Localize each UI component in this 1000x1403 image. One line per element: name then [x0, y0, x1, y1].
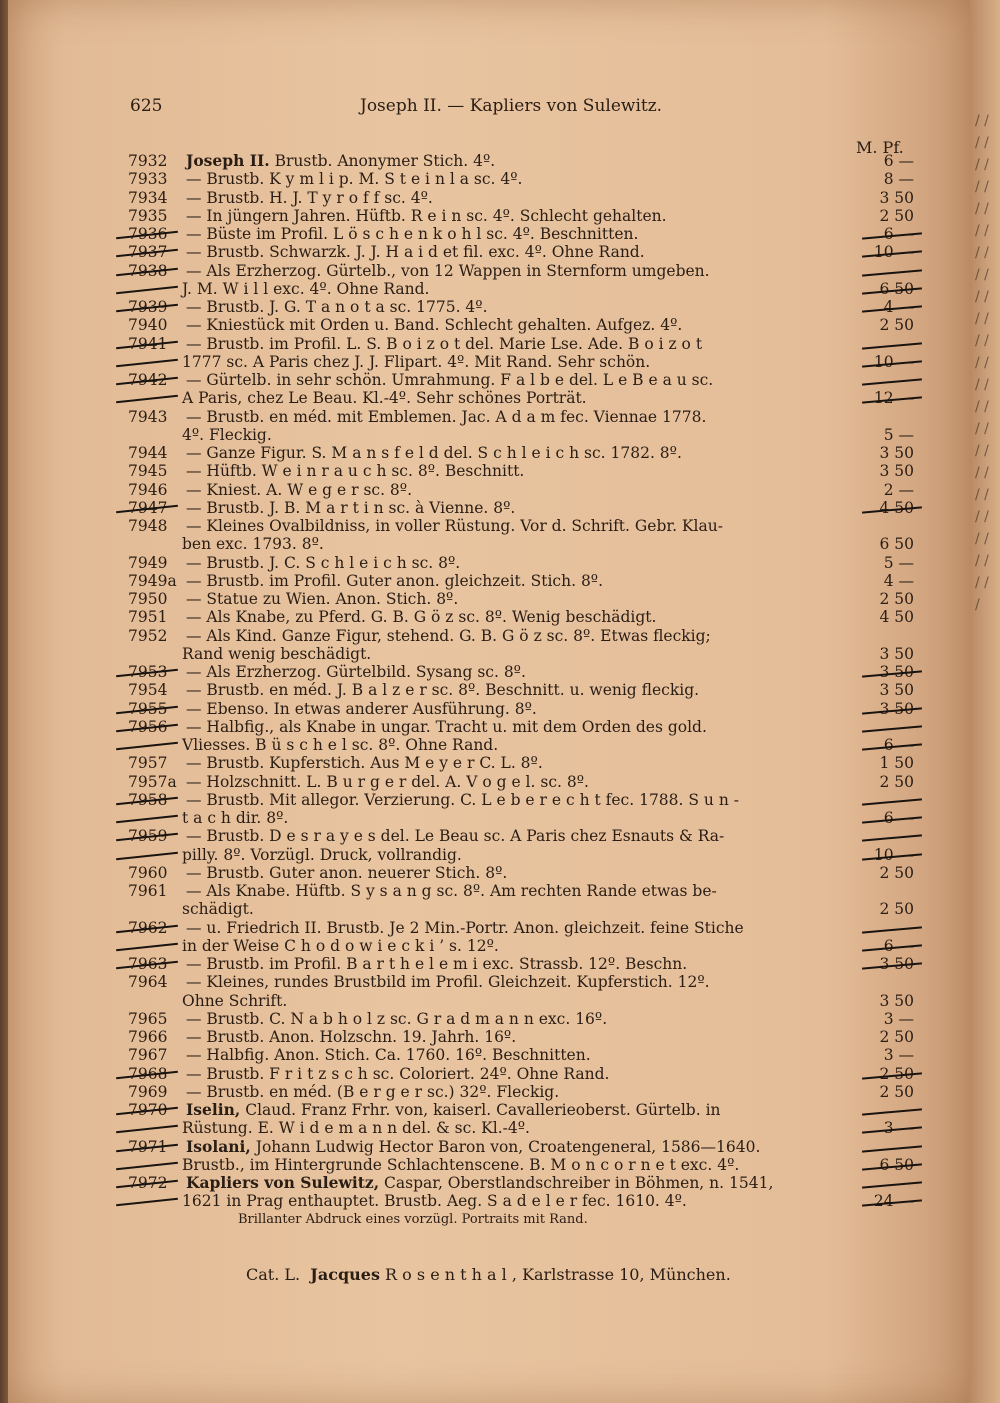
catalog-entry [128, 1138, 918, 1156]
catalog-entry [128, 681, 918, 699]
entry-description: — Kniest. A. W e g e r sc. 8º. [186, 480, 413, 499]
entry-description: — Kleines Ovalbildniss, in voller Rüstung. Vor d. Schrift. Gebr. Klau- [186, 517, 723, 535]
entry-price: 8 — [883, 170, 914, 189]
entry-description: — u. Friedrich II. Brustb. Je 2 Min.-Portr. Anon. gleichzeit. feine Stiche [186, 918, 744, 937]
catalog-entry [128, 481, 918, 499]
entry-price: 2 50 [879, 316, 914, 335]
footer-firm: Jacques [310, 1265, 380, 1284]
entry-description: — Brustb. Schwarzk. J. J. H a i d et fil. exc. 4º. Ohne Rand. [186, 243, 645, 262]
entry-description: — Als Knabe. Hüftb. S y s a n g sc. 8º. Am rechten Rande etwas be- [186, 882, 717, 900]
catalog-entry [128, 973, 918, 991]
entry-description: — Als Erzherzog. Gürtelb., von 12 Wappen in Sternform umgeben. [186, 261, 710, 280]
entry-description: — Brustb. J. B. M a r t i n sc. à Vienne. 8º. [186, 498, 516, 517]
entry-number: 7964 [128, 973, 168, 992]
catalog-entry [128, 1065, 918, 1083]
entry-description: Ohne Schrift. [182, 991, 288, 1010]
page-footer [246, 1265, 731, 1284]
entry-description: — Statue zu Wien. Anon. Stich. 8º. [186, 590, 459, 608]
entry-description: — Hüftb. W e i n r a u c h sc. 8º. Beschnitt. [186, 462, 525, 481]
entry-description: ben exc. 1793. 8º. [182, 535, 324, 554]
catalog-entry [128, 389, 918, 407]
footer-address: Karlstrasse 10, München. [522, 1265, 731, 1284]
catalog-entry [128, 1101, 918, 1119]
entry-price: 3 50 [858, 700, 914, 718]
entry-description: — Büste im Profil. L ö s c h e n k o h l sc. 4º. Beschnitten. [186, 225, 639, 243]
catalog-entry [128, 754, 918, 772]
entry-description: — Brustb. en méd. J. B a l z e r sc. 8º. Beschnitt. u. wenig fleckig. [186, 681, 700, 700]
catalog-entry [128, 298, 918, 316]
entry-description: — Kniestück mit Orden u. Band. Schlecht gehalten. Aufgez. 4º. [186, 316, 683, 335]
catalog-entry [128, 882, 918, 900]
catalog-entry [128, 900, 918, 918]
entry-number: 7935 [128, 206, 168, 225]
entry-description: 4º. Fleckig. [182, 425, 272, 444]
catalog-entry [128, 846, 918, 864]
entry-number: 7959 [128, 827, 180, 845]
catalog-entry [128, 590, 918, 608]
entry-description: — Brustb. Anon. Holzschn. 19. Jahrh. 16º. [186, 1028, 517, 1046]
catalog-entry [128, 937, 918, 955]
catalog-entry [128, 645, 918, 663]
entry-number: 7960 [128, 863, 168, 882]
entry-price: 3 50 [879, 681, 914, 700]
entry-price: 10 — [858, 846, 914, 864]
catalog-entry [128, 316, 918, 334]
entry-description: — Ebenso. In etwas anderer Ausführung. 8º. [186, 699, 537, 718]
entry-number: 7954 [128, 681, 168, 700]
entry-description: — Brustb. J. G. T a n o t a sc. 1775. 4º. [186, 298, 488, 316]
entry-description: Iselin, Claud. Franz Frhr. von, kaiserl. Cavallerieoberst. Gürtelb. in [186, 1100, 721, 1119]
catalog-entry [128, 736, 918, 754]
entry-price: 10 — [858, 243, 914, 261]
catalog-entries [128, 152, 918, 1229]
entry-price: 2 50 [879, 772, 914, 791]
price-column-header: M. Pf. [856, 138, 904, 157]
entry-price: 3 50 [879, 644, 914, 663]
catalog-entry [128, 225, 918, 243]
catalog-entry [128, 773, 918, 791]
entry-price: 2 50 [879, 590, 914, 608]
entry-number: 7946 [128, 480, 168, 499]
entry-number: 7944 [128, 444, 168, 462]
entry-description: — Brustb. K y m l i p. M. S t e i n l a sc. 4º. [186, 170, 523, 189]
catalog-entry [128, 791, 918, 809]
entry-number: 7962 [128, 919, 180, 937]
entry-description: — Brustb. C. N a b h o l z sc. G r a d m a n n exc. 16º. [186, 1009, 608, 1028]
entry-description: — Brustb. Guter anon. neuerer Stich. 8º. [186, 863, 508, 882]
entry-price: 6 — [858, 736, 914, 754]
entry-price: 1 50 [879, 754, 914, 773]
entry-description: Vliesses. B ü s c h e l sc. 8º. Ohne Rand. [182, 736, 499, 754]
footer-name: R o s e n t h a l , [385, 1265, 517, 1284]
entry-description: — Brustb. J. C. S c h l e i c h sc. 8º. [186, 553, 461, 572]
entry-number: 7939 [128, 298, 180, 316]
entry-description: Kapliers von Sulewitz, Caspar, Oberstlandschreiber in Böhmen, n. 1541, [186, 1173, 774, 1192]
entry-number: 7950 [128, 590, 168, 608]
entry-price: 6 — [858, 225, 914, 243]
entry-description: t a c h dir. 8º. [182, 809, 289, 827]
entry-description: — In jüngern Jahren. Hüftb. R e i n sc. 4º. Schlecht gehalten. [186, 206, 667, 225]
entry-description: 1621 in Prag enthauptet. Brustb. Aeg. S a d e l e r fec. 1610. 4º. [182, 1192, 687, 1211]
catalog-entry [128, 426, 918, 444]
catalog-entry [128, 262, 918, 280]
entry-description: — Brustb. Mit allegor. Verzierung. C. L e b e r e c h t fec. 1788. S u n - [186, 790, 739, 809]
catalog-entry [128, 827, 918, 845]
catalog-entry [128, 517, 918, 535]
entry-number: 7972 [128, 1174, 180, 1192]
catalog-entry [128, 992, 918, 1010]
entry-price: 2 50 [858, 1065, 914, 1083]
catalog-entry [128, 1010, 918, 1028]
entry-description: — Gürtelb. in sehr schön. Umrahmung. F a l b e del. L e B e a u sc. [186, 371, 714, 389]
entry-price: 6 50 [879, 535, 914, 554]
entry-price: 3 50 [879, 462, 914, 481]
entry-price: 2 50 [879, 863, 914, 882]
entry-description: A Paris, chez Le Beau. Kl.-4º. Sehr schönes Porträt. [182, 389, 587, 408]
entry-description: — Halbfig. Anon. Stich. Ca. 1760. 16º. Beschnitten. [186, 1046, 591, 1065]
entry-number: 7934 [128, 188, 168, 207]
entry-description: — Als Kind. Ganze Figur, stehend. G. B. G ö z sc. 8º. Etwas fleckig; [186, 626, 711, 645]
catalog-entry [128, 152, 918, 170]
entry-number: 7965 [128, 1009, 168, 1028]
entry-number: 7949 [128, 553, 168, 572]
entry-number: 7941 [128, 335, 180, 353]
entry-description: Brustb., im Hintergrunde Schlachtenscene. B. M o n c o r n e t exc. 4º. [182, 1155, 740, 1174]
catalog-entry [128, 535, 918, 553]
catalog-entry [128, 335, 918, 353]
entry-price: 3 50 [879, 188, 914, 207]
entry-description: — Brustb. im Profil. Guter anon. gleichzeit. Stich. 8º. [186, 571, 604, 590]
entry-number: 7957 [128, 754, 168, 773]
catalog-entry [128, 718, 918, 736]
catalog-entry [128, 608, 918, 626]
entry-description: pilly. 8º. Vorzügl. Druck, vollrandig. [182, 845, 462, 864]
entry-number: 7970 [128, 1101, 180, 1119]
entry-note: Brillanter Abdruck eines vorzügl. Portraits mit Rand. [238, 1211, 588, 1227]
catalog-entry [128, 189, 918, 207]
entry-description: — Halbfig., als Knabe in ungar. Tracht u. mit dem Orden des gold. [186, 717, 707, 736]
entry-number: 7969 [128, 1082, 168, 1101]
catalog-entry [128, 1028, 918, 1046]
entry-description: — Brustb. F r i t z s c h sc. Coloriert. 24º. Ohne Rand. [186, 1064, 610, 1083]
entry-number: 7953 [128, 663, 180, 681]
entry-price: 2 50 [879, 1028, 914, 1046]
entry-price: 6 50 [858, 1156, 914, 1174]
catalog-entry [128, 700, 918, 718]
entry-price: 3 50 [879, 991, 914, 1010]
footer-prefix: Cat. L. [246, 1265, 301, 1284]
entry-number: 7942 [128, 371, 180, 389]
entry-description: in der Weise C h o d o w i e c k i ’ s. 12º. [182, 936, 499, 955]
entry-number: 7957a [128, 772, 177, 791]
catalog-entry [128, 207, 918, 225]
entry-description: — Brustb. im Profil. B a r t h e l e m i exc. Strassb. 12º. Beschn. [186, 955, 688, 973]
entry-number: 7943 [128, 407, 168, 426]
entry-price: 3 — [883, 1009, 914, 1028]
entry-price: 4 — [883, 571, 914, 590]
catalog-entry [128, 1156, 918, 1174]
entry-number: 7940 [128, 316, 168, 335]
entry-description: — Brustb. H. J. T y r o f f sc. 4º. [186, 188, 433, 207]
catalog-entry [128, 572, 918, 590]
entry-description: Rüstung. E. W i d e m a n n del. & sc. Kl.-4º. [182, 1119, 530, 1138]
entry-price: 6 50 [858, 280, 914, 298]
page-header [130, 96, 830, 126]
handwritten-margin-marks: / / / / / / / / / / / / / / / / / / / / / / / / / / / / / / / / / / / / / / / / / / / / / [975, 113, 989, 613]
entry-number: 7949a [128, 571, 177, 590]
catalog-entry [128, 955, 918, 973]
entry-description: Rand wenig beschädigt. [182, 644, 372, 663]
catalog-entry [128, 627, 918, 645]
catalog-entry [128, 864, 918, 882]
entry-price: 3 50 [879, 444, 914, 462]
entry-price: 24 — [858, 1192, 914, 1210]
entry-description: Joseph II. Brustb. Anonymer Stich. 4º. [186, 151, 496, 170]
entry-number: 7956 [128, 718, 180, 736]
catalog-entry [128, 170, 918, 188]
entry-price: 2 50 [879, 900, 914, 919]
entry-description: — Als Knabe, zu Pferd. G. B. G ö z sc. 8º. Wenig beschädigt. [186, 608, 657, 627]
entry-number: 7937 [128, 243, 180, 261]
entry-description: — Kleines, rundes Brustbild im Profil. Gleichzeit. Kupferstich. 12º. [186, 973, 710, 992]
entry-price: 3 — [883, 1046, 914, 1065]
entry-number: 7968 [128, 1065, 180, 1083]
catalog-entry [128, 1211, 918, 1229]
entry-number: 7952 [128, 626, 168, 645]
catalog-entry [128, 1174, 918, 1192]
entry-price: 4 50 [879, 608, 914, 627]
entry-number: 7933 [128, 170, 168, 189]
entry-price: 5 — [883, 553, 914, 572]
catalog-entry [128, 1192, 918, 1210]
catalog-entry [128, 444, 918, 462]
entry-description: — Als Erzherzog. Gürtelbild. Sysang sc. 8º. [186, 663, 526, 681]
entry-number: 7948 [128, 517, 168, 535]
entry-price: 2 50 [879, 206, 914, 225]
catalog-entry [128, 1083, 918, 1101]
entry-number: 7938 [128, 262, 180, 280]
catalog-entry [128, 353, 918, 371]
entry-number: 7945 [128, 462, 168, 481]
catalog-entry [128, 371, 918, 389]
entry-number: 7932 [128, 152, 168, 170]
entry-price: 4 — [858, 298, 914, 316]
entry-number: 7967 [128, 1046, 168, 1065]
catalog-page [8, 0, 970, 1403]
entry-description: — Holzschnitt. L. B u r g e r del. A. V o g e l. sc. 8º. [186, 772, 589, 791]
entry-description: — Brustb. en méd. (B e r g e r sc.) 32º. Fleckig. [186, 1082, 560, 1101]
entry-price: 6 — [858, 809, 914, 827]
entry-description: — Brustb. im Profil. L. S. B o i z o t del. Marie Lse. Ade. B o i z o t [186, 334, 703, 353]
catalog-entry [128, 554, 918, 572]
entry-price: 6 — [883, 152, 914, 170]
entry-number: 7947 [128, 499, 180, 517]
entry-description: — Brustb. Kupferstich. Aus M e y e r C. L. 8º. [186, 754, 543, 773]
entry-description: 1777 sc. A Paris chez J. J. Flipart. 4º. Mit Rand. Sehr schön. [182, 352, 651, 371]
entry-number: 7961 [128, 882, 168, 900]
entry-number: 7936 [128, 225, 180, 243]
entry-description: — Ganze Figur. S. M a n s f e l d del. S c h l e i c h sc. 1782. 8º. [186, 444, 682, 462]
entry-price: 4 50 [858, 499, 914, 517]
catalog-entry [128, 663, 918, 681]
entry-number: 7951 [128, 608, 168, 627]
entry-price: 12 — [858, 389, 914, 407]
entry-description: — Brustb. en méd. mit Emblemen. Jac. A d a m fec. Viennae 1778. [186, 407, 707, 426]
catalog-entry [128, 1119, 918, 1137]
entry-price: 2 50 [879, 1082, 914, 1101]
entry-price: 3 — [858, 1119, 914, 1137]
entry-number: 7955 [128, 700, 180, 718]
running-title: Joseph II. — Kapliers von Sulewitz. [360, 96, 663, 116]
entry-description: schädigt. [182, 900, 254, 919]
entry-price: 3 50 [858, 955, 914, 973]
entry-price: 5 — [883, 425, 914, 444]
page-number: 625 [130, 96, 163, 116]
entry-description: J. M. W i l l exc. 4º. Ohne Rand. [182, 279, 430, 298]
entry-description: Isolani, Johann Ludwig Hector Baron von, Croatengeneral, 1586—1640. [186, 1136, 761, 1156]
catalog-entry [128, 408, 918, 426]
entry-number: 7958 [128, 791, 180, 809]
entry-price: 2 — [883, 480, 914, 499]
catalog-entry [128, 809, 918, 827]
catalog-entry [128, 243, 918, 261]
catalog-entry [128, 1046, 918, 1064]
entry-number: 7966 [128, 1028, 168, 1046]
entry-price: 3 50 [858, 663, 914, 681]
entry-number: 7971 [128, 1138, 180, 1156]
catalog-entry [128, 919, 918, 937]
entry-description: — Brustb. D e s r a y e s del. Le Beau sc. A Paris chez Esnauts & Ra- [186, 827, 725, 846]
catalog-entry [128, 280, 918, 298]
entry-number: 7963 [128, 955, 180, 973]
entry-price: 10 — [858, 353, 914, 371]
entry-price: 6 — [858, 937, 914, 955]
catalog-entry [128, 499, 918, 517]
catalog-entry [128, 462, 918, 480]
